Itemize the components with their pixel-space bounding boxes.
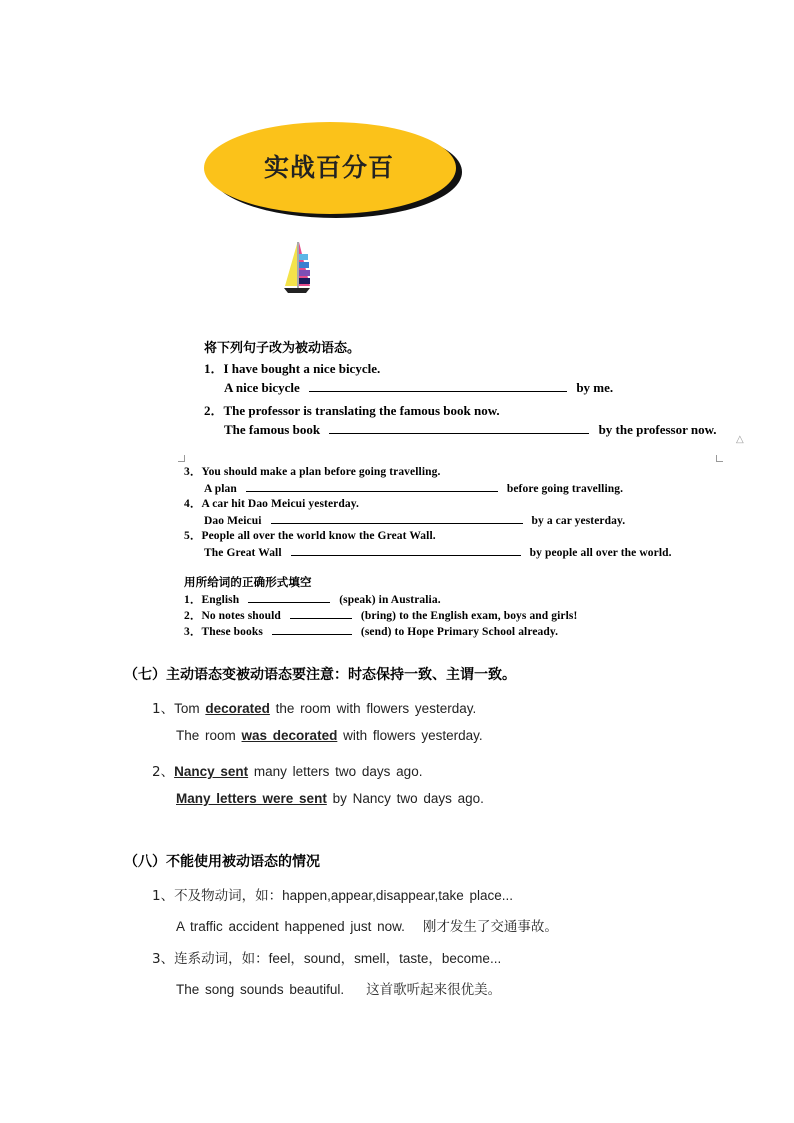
sailboat-icon	[282, 240, 312, 296]
exercise1-a1: A nice bicycle by me.	[224, 380, 614, 395]
section7-heading: （七）主动语态变被动语态要注意：时态保持一致、主谓一致。	[124, 667, 516, 683]
exercise1-q4: 4．A car hit Dao Meicui yesterday.	[184, 498, 359, 510]
exercise1-a4: Dao Meicui by a car yesterday.	[204, 512, 625, 527]
section7-example2: 2、Nancy sent many letters two days ago.	[152, 764, 423, 780]
answer-blank[interactable]	[329, 422, 589, 434]
answer-blank[interactable]	[246, 480, 498, 492]
exercise2-item2: 2．No notes should (bring) to the English exam, boys and girls!	[184, 607, 577, 623]
corner-mark	[178, 455, 185, 462]
exercise1-a3: A plan before going travelling.	[204, 480, 623, 495]
section7-example1-passive: The room was decorated with flowers yesterday.	[176, 728, 483, 743]
exercise1-q5: 5．People all over the world know the Great Wall.	[184, 530, 436, 542]
triangle-icon: △	[736, 434, 744, 445]
banner-title: 实战百分百	[263, 153, 394, 182]
answer-blank[interactable]	[291, 544, 521, 556]
section7-example1: 1、Tom decorated the room with flowers yesterday.	[152, 701, 477, 717]
answer-blank[interactable]	[248, 591, 330, 603]
exercise2-item3: 3．These books (send) to Hope Primary School already.	[184, 623, 558, 639]
exercise2-instruction: 用所给词的正确形式填空	[184, 577, 312, 589]
section8-heading: （八）不能使用被动语态的情况	[124, 854, 320, 870]
exercise1-q2: 2．The professor is translating the famous book now.	[204, 403, 500, 418]
answer-blank[interactable]	[271, 512, 523, 524]
exercise1-q3: 3．You should make a plan before going travelling.	[184, 466, 441, 478]
section7-example2-passive: Many letters were sent by Nancy two days ago.	[176, 791, 484, 806]
corner-mark	[716, 455, 723, 462]
answer-blank[interactable]	[272, 623, 352, 635]
answer-blank[interactable]	[309, 380, 567, 392]
exercise1-instruction: 将下列句子改为被动语态。	[204, 340, 361, 355]
exercise1-q1: 1．I have bought a nice bicycle.	[204, 361, 381, 376]
exercise1-a5: The Great Wall by people all over the world.	[204, 544, 672, 559]
section8-item3: 3、连系动词，如：feel，sound，smell，taste，become...	[152, 951, 502, 967]
exercise2-item1: 1．English (speak) in Australia.	[184, 591, 441, 607]
section8-item1-example: A traffic accident happened just now. 刚才发生了交通事故。	[176, 919, 558, 935]
banner	[204, 118, 462, 218]
exercise1-a2: The famous book by the professor now.	[224, 422, 717, 437]
section8-item1: 1、不及物动词，如：happen,appear,disappear,take place...	[152, 888, 514, 904]
section8-item3-example: The song sounds beautiful. 这首歌听起来很优美。	[176, 982, 502, 998]
answer-blank[interactable]	[290, 607, 352, 619]
